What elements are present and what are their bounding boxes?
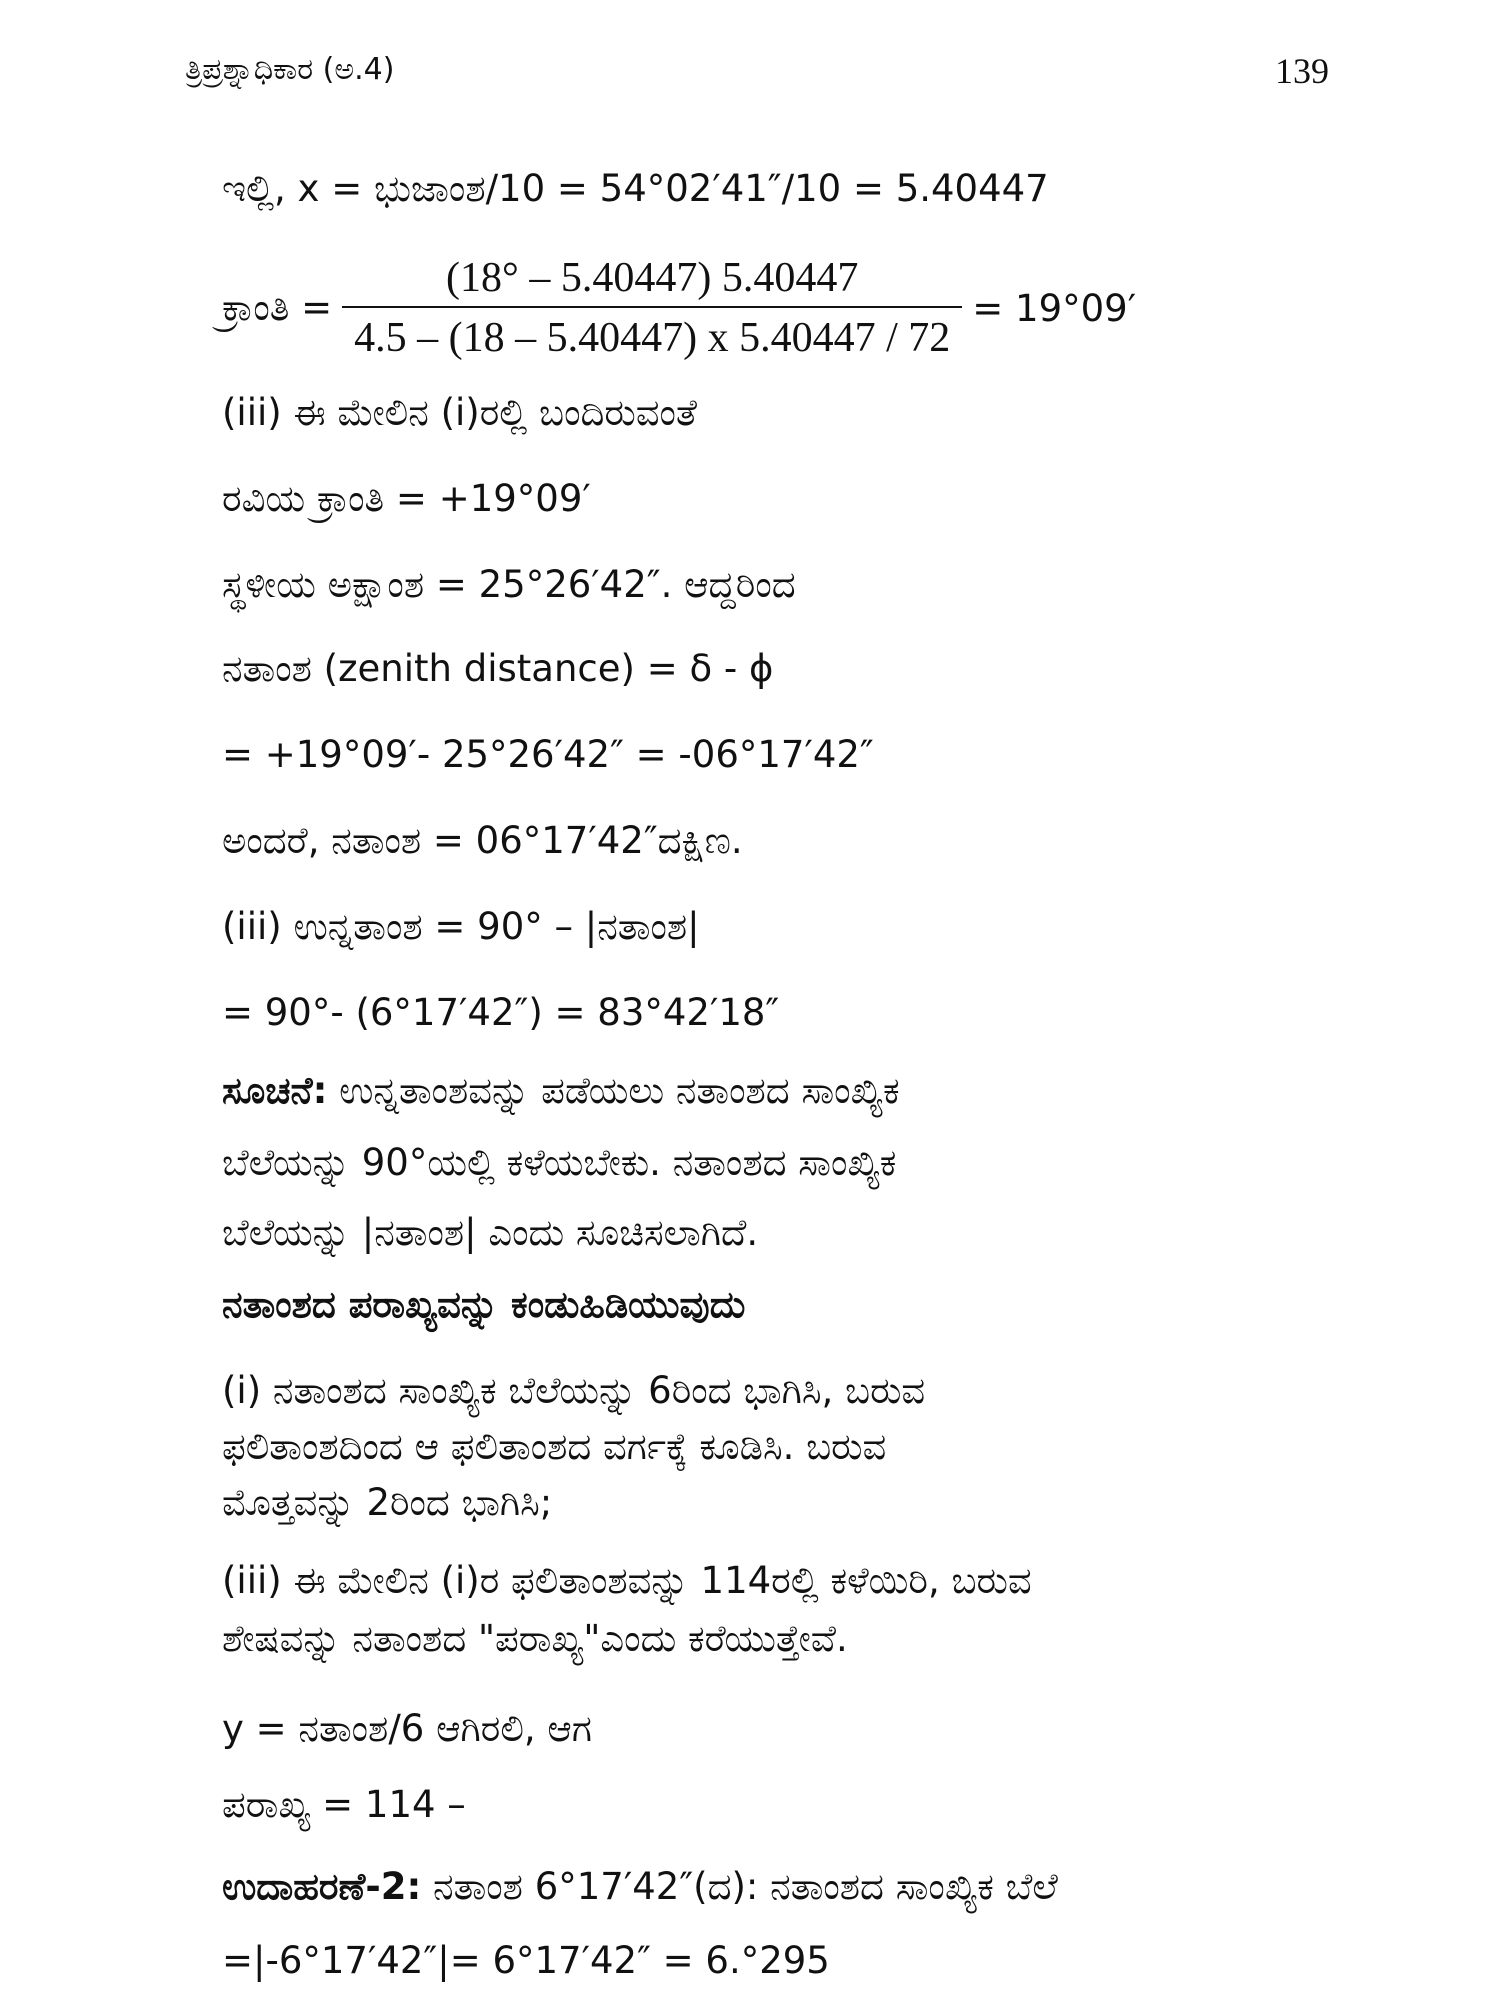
text-line: y = ನತಾಂಶ/6 ಆಗಿರಲಿ, ಆಗ (222, 1707, 592, 1750)
equation-x: ಇಲ್ಲಿ, x = ಭುಜಾಂಶ/10 = 54°02′41″/10 = 5.40447 (222, 167, 1049, 210)
note-text: ಉನ್ನತಾಂಶವನ್ನು ಪಡೆಯಲು ನತಾಂಶದ ಸಾಂಖ್ಯಿಕ (339, 1069, 900, 1112)
section-heading: ನತಾಂಶದ ಪರಾಖ್ಯವನ್ನು ಕಂಡುಹಿಡಿಯುವುದು (222, 1283, 746, 1326)
text-line: ಪರಾಖ್ಯ = 114 – (222, 1783, 466, 1826)
step-line: (iii) ಈ ಮೇಲಿನ (i)ರ ಫಲಿತಾಂಶವನ್ನು 114ರಲ್ಲಿ ಕಳೆಯಿರಿ, ಬರುವ (222, 1559, 1032, 1602)
step-line: ಶೇಷವನ್ನು ನತಾಂಶದ "ಪರಾಖ್ಯ"ಎಂದು ಕರೆಯುತ್ತೇವೆ. (222, 1617, 848, 1660)
example-line (222, 1866, 1058, 1909)
text-line: ರವಿಯ ಕ್ರಾಂತಿ = +19°09′ (222, 477, 591, 520)
text-line: ಅಂದರೆ, ನತಾಂಶ = 06°17′42″ದಕ್ಷಿಣ. (222, 819, 743, 862)
step-line: ಫಲಿತಾಂಶದಿಂದ ಆ ಫಲಿತಾಂಶದ ವರ್ಗಕ್ಕೆ ಕೂಡಿಸಿ. ಬರುವ (222, 1425, 887, 1468)
text-line: ಸ್ಥಳೀಯ ಅಕ್ಷಾಂಶ = 25°26′42″. ಆದ್ದರಿಂದ (222, 563, 796, 606)
text-line: ನತಾಂಶ (zenith distance) = δ - ϕ (222, 647, 774, 690)
example-label: ಉದಾಹರಣೆ-2: (222, 1865, 422, 1908)
text-line: (iii) ಉನ್ನತಾಂಶ = 90° – |ನತಾಂಶ| (222, 905, 700, 948)
note-label: ಸೂಚನೆ: (222, 1069, 328, 1112)
step-line: (i) ನತಾಂಶದ ಸಾಂಖ್ಯಿಕ ಬೆಲೆಯನ್ನು 6ರಿಂದ ಭಾಗಿಸಿ, ಬರುವ (222, 1369, 926, 1412)
page-number: 139 (1275, 51, 1329, 91)
note-line (222, 1070, 900, 1113)
kranti-result: = 19°09′ (972, 286, 1137, 330)
text-line: = 90°- (6°17′42″) = 83°42′18″ (222, 991, 780, 1034)
kranti-equation (222, 248, 1136, 368)
kranti-numerator: (18° – 5.40447) 5.40447 (446, 255, 859, 301)
note-line: ಬೆಲೆಯನ್ನು 90°ಯಲ್ಲಿ ಕಳೆಯಬೇಕು. ನತಾಂಶದ ಸಾಂಖ್ಯಿಕ (222, 1141, 897, 1184)
kranti-fraction (342, 254, 962, 362)
running-title: ತ್ರಿಪ್ರಶ್ನಾಧಿಕಾರ (ಅ.4) (185, 52, 395, 87)
text-line: (iii) ಈ ಮೇಲಿನ (i)ರಲ್ಲಿ ಬಂದಿರುವಂತೆ (222, 391, 697, 434)
example-text: ನತಾಂಶ 6°17′42″(ದ): ನತಾಂಶದ ಸಾಂಖ್ಯಿಕ ಬೆಲೆ (433, 1865, 1058, 1908)
step-line: ಮೊತ್ತವನ್ನು 2ರಿಂದ ಭಾಗಿಸಿ; (222, 1481, 553, 1524)
kranti-label: ಕ್ರಾಂತಿ = (222, 286, 333, 329)
kranti-denominator: 4.5 – (18 – 5.40447) x 5.40447 / 72 (342, 306, 962, 362)
text-line: = +19°09′- 25°26′42″ = -06°17′42″ (222, 733, 874, 776)
example-line: =|-6°17′42″|= 6°17′42″ = 6.°295 (222, 1939, 830, 1982)
note-line: ಬೆಲೆಯನ್ನು |ನತಾಂಶ| ಎಂದು ಸೂಚಿಸಲಾಗಿದೆ. (222, 1211, 759, 1254)
